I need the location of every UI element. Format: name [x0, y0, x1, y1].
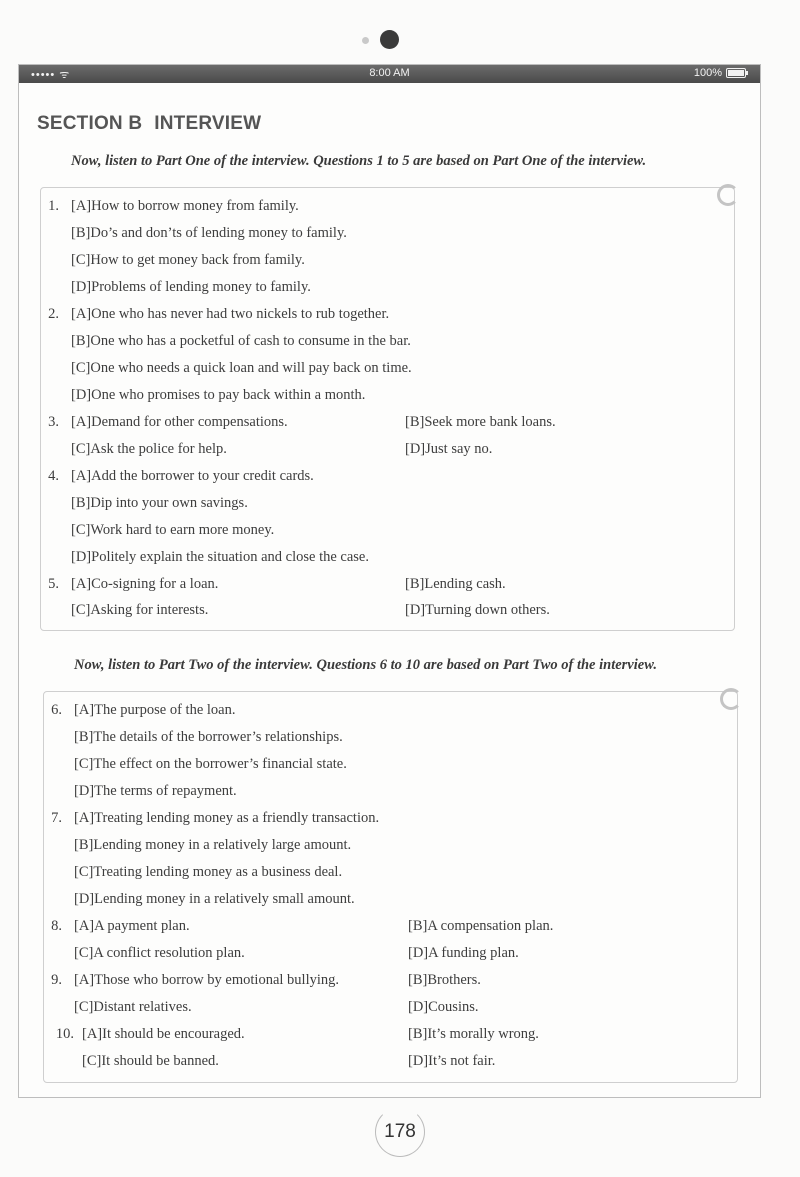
option-3b[interactable]: [B]Seek more bank loans.: [405, 414, 556, 430]
option-9a[interactable]: [A]Those who borrow by emotional bullying.: [74, 972, 339, 988]
option-10d[interactable]: [D]It’s not fair.: [408, 1053, 496, 1069]
option-10a[interactable]: [A]It should be encouraged.: [82, 1026, 245, 1042]
option-5c[interactable]: [C]Asking for interests.: [71, 602, 209, 618]
signal-icon: ••••• ᯤ: [31, 69, 71, 81]
option-1a[interactable]: [A]How to borrow money from family.: [71, 198, 299, 214]
option-4d[interactable]: [D]Politely explain the situation and close the case.: [71, 549, 369, 565]
battery-icon: [726, 68, 746, 78]
question-number: 1.: [48, 198, 59, 214]
question-number: 7.: [51, 810, 62, 826]
option-1d[interactable]: [D]Problems of lending money to family.: [71, 279, 311, 295]
option-7b[interactable]: [B]Lending money in a relatively large amount.: [74, 837, 352, 853]
part-one-questions-box: [40, 187, 735, 631]
part-two-instruction: Now, listen to Part Two of the interview. Questions 6 to 10 are based on Part Two of the interview.: [74, 657, 657, 673]
option-2a[interactable]: [A]One who has never had two nickels to rub together.: [71, 306, 390, 322]
question-number: 3.: [48, 414, 59, 430]
section-title: INTERVIEW: [154, 113, 262, 134]
question-number: 4.: [48, 468, 59, 484]
option-7a[interactable]: [A]Treating lending money as a friendly transaction.: [74, 810, 380, 826]
option-7c[interactable]: [C]Treating lending money as a business deal.: [74, 864, 343, 880]
option-3d[interactable]: [D]Just say no.: [405, 441, 493, 457]
option-4c[interactable]: [C]Work hard to earn more money.: [71, 522, 275, 538]
option-2d[interactable]: [D]One who promises to pay back within a month.: [71, 387, 366, 403]
status-bar: [19, 65, 760, 83]
option-9d[interactable]: [D]Cousins.: [408, 999, 479, 1015]
question-number: 2.: [48, 306, 59, 322]
tablet-screen: [18, 64, 761, 1098]
option-10b[interactable]: [B]It’s morally wrong.: [408, 1026, 539, 1042]
option-8c[interactable]: [C]A conflict resolution plan.: [74, 945, 245, 961]
question-number: 9.: [51, 972, 62, 988]
option-8d[interactable]: [D]A funding plan.: [408, 945, 519, 961]
option-4a[interactable]: [A]Add the borrower to your credit cards.: [71, 468, 314, 484]
option-9c[interactable]: [C]Distant relatives.: [74, 999, 192, 1015]
device-camera: [362, 30, 402, 50]
page-number: [0, 1107, 800, 1157]
question-number: 8.: [51, 918, 62, 934]
sensor-dot: [362, 37, 369, 44]
page-number-text: 178: [375, 1107, 425, 1157]
option-5a[interactable]: [A]Co-signing for a loan.: [71, 576, 219, 592]
section-label: SECTION B: [37, 113, 143, 134]
status-time: 8:00 AM: [369, 67, 410, 79]
option-9b[interactable]: [B]Brothers.: [408, 972, 481, 988]
option-4b[interactable]: [B]Dip into your own savings.: [71, 495, 248, 511]
question-number: 10.: [55, 1026, 74, 1042]
battery-percent: 100%: [693, 67, 722, 79]
option-5d[interactable]: [D]Turning down others.: [405, 602, 550, 618]
refresh-icon[interactable]: [720, 688, 742, 710]
option-8b[interactable]: [B]A compensation plan.: [408, 918, 554, 934]
option-3a[interactable]: [A]Demand for other compensations.: [71, 414, 288, 430]
option-2c[interactable]: [C]One who needs a quick loan and will pay back on time.: [71, 360, 412, 376]
camera-lens: [380, 30, 399, 49]
option-6d[interactable]: [D]The terms of repayment.: [74, 783, 237, 799]
option-1b[interactable]: [B]Do’s and don’ts of lending money to family.: [71, 225, 347, 241]
option-3c[interactable]: [C]Ask the police for help.: [71, 441, 227, 457]
option-6c[interactable]: [C]The effect on the borrower’s financial state.: [74, 756, 347, 772]
part-one-instruction: Now, listen to Part One of the interview. Questions 1 to 5 are based on Part One of the interview.: [71, 153, 647, 169]
option-5b[interactable]: [B]Lending cash.: [405, 576, 506, 592]
battery-status: [694, 67, 746, 79]
option-7d[interactable]: [D]Lending money in a relatively small amount.: [74, 891, 355, 907]
option-1c[interactable]: [C]How to get money back from family.: [71, 252, 305, 268]
part-two-questions-box: [43, 691, 738, 1083]
refresh-icon[interactable]: [717, 184, 739, 206]
option-6b[interactable]: [B]The details of the borrower’s relationships.: [74, 729, 343, 745]
option-10c[interactable]: [C]It should be banned.: [82, 1053, 219, 1069]
question-number: 5.: [48, 576, 59, 592]
option-6a[interactable]: [A]The purpose of the loan.: [74, 702, 236, 718]
question-number: 6.: [51, 702, 62, 718]
option-2b[interactable]: [B]One who has a pocketful of cash to consume in the bar.: [71, 333, 411, 349]
option-8a[interactable]: [A]A payment plan.: [74, 918, 190, 934]
section-heading: [37, 113, 261, 135]
